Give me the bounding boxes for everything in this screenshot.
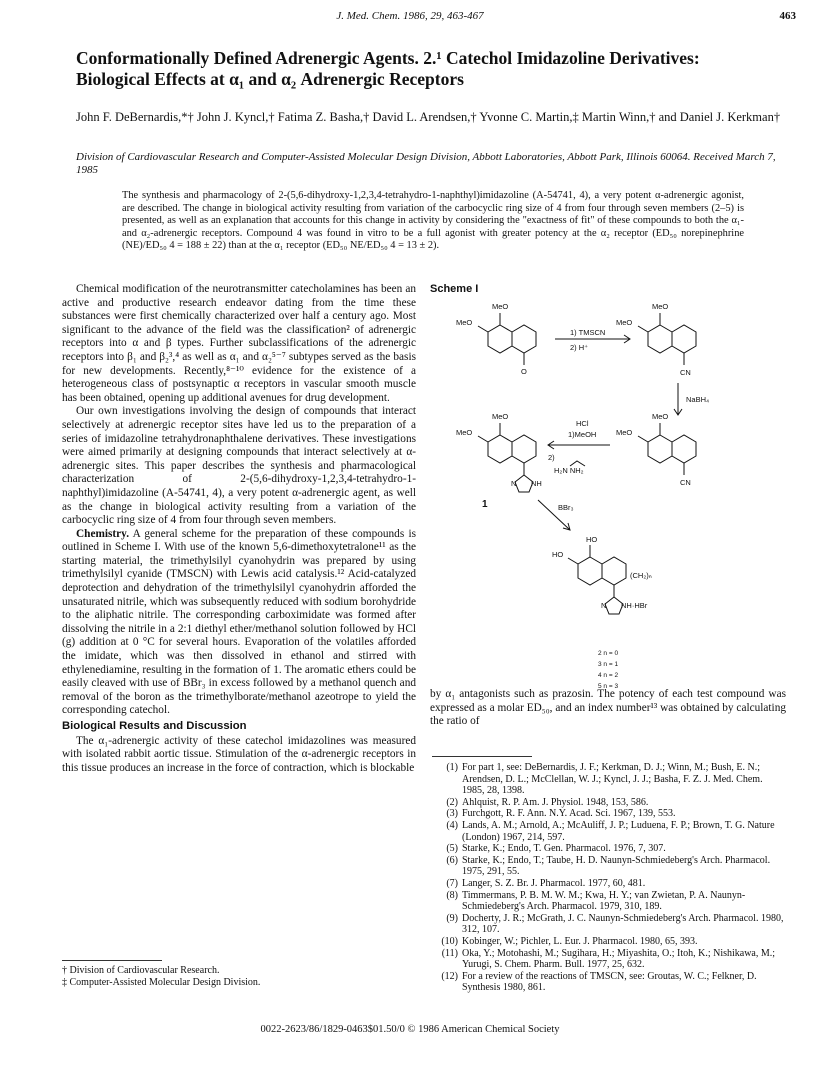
intro-paragraph: Our own investigations involving the design of compounds that interact selectively at adrenergic receptor sites have led us to the preparation of a series of imidazoline tetrahydronaphthalene derivatives. These investigations were aimed primarily at designing compounds that interact selectively at α-adrenergic sites. This paper describes the synthesis and pharmacological characterization of 2-(5,6-dihydroxy-1,2,3,4-tetrahydro-1-naphthyl)imidazoline (A-54741, 4), a very potent α-adrenergic agent, as well as the change in biological activity resulting from a variation of the carbocyclic ring size of 4 from four through seven members. [62,405,416,527]
catechol-imidazoline-molecule [552,535,652,614]
section-heading: Biological Results and Discussion [62,720,247,732]
meo-label: MeO [456,428,473,437]
nitrogen-label: N [601,601,607,610]
reference-item: (6) Starke, K.; Endo, T.; Taube, H. D. Naunyn-Schmiedeberg's Arch. Pharmacol. 1975, 291, 55. [446,854,771,878]
reagent-label: 2) H⁺ [570,343,589,352]
right-column-text: by α₁ antagonists such as prazosin. The potency of each test compound was expressed as a molar ED₅₀, and an index number¹³ was obtained by calculating the ratio of [430,688,786,728]
compound-number: 1 [482,499,488,510]
abstract: The synthesis and pharmacology of 2-(5,6-dihydroxy-1,2,3,4-tetrahydro-1-naphthyl)imidazoline (A-54741, 4), a very potent α-adrenergic agonist, are described. The change in biological activity resulting from variation of the carbocyclic ring size of 4 from four through seven members (2–5) is presented, as well as an explanation that accounts for this change in activity by considering the "exactness of fit" of these compounds to both the α₁- and α₂-adrenergic receptors. Compound 4 was found in vitro to be a full agonist with greater potency at the α₂ receptor (ED₅₀ norepinephrine (NE)/ED₅₀ 4 = 188 ± 22) than at the α₁ receptor (ED₅₀ NE/ED₅₀ 4 = 13 ± 2). [122,190,744,252]
reaction-scheme-diagram [430,295,790,680]
meo-label: MeO [652,302,669,311]
reagent-label: 1) TMSCN [570,328,606,337]
scheme-figure [430,283,790,683]
page-number: 463 [779,10,796,22]
footnotes [62,960,416,989]
nh-hbr-label: NH·HBr [621,601,648,610]
reagent-label: 2) [548,453,555,462]
ring-size-label: (CH₂)ₙ [630,571,652,580]
chemistry-text: A general scheme for the preparation of these compounds is outlined in Scheme I. With use of the known 5,6-dimethoxytetralone¹¹ as the starting material, the trimethylsilyl cyanohydrin was prepared by using trimethylsilyl cyanide (TMSCN) with Lewis acid catalysis.¹² Acid-catalyzed deprotection and dehydration of the trimethylsilyl cyanohydrin afforded the unsaturated nitrile, which was subsequently reduced with sodium borohydride to the aliphatic nitrile. The corresponding carboximidate was formed after dissolving the nitrile in a 2:1 diethyl ether/methanol solution followed by HCl (g) addition at 0 °C for several hours. Evaporation of the volatiles afforded the imidate, which was then dissolved in ethanol and stirred with ethylenediamine, resulting in the formation of 1. The aromatic ethers could be easily cleaved with use of BBr₃ in excess followed by a methanol quench and removal of the boron as the trimethylborate/methanol azeotrope to yield the corresponding catechol. [62,527,416,717]
reaction-arrow [548,419,610,475]
footnote: ‡ Computer-Assisted Molecular Design Division. [62,977,261,988]
reference-item: (10) Kobinger, W.; Pichler, L. Eur. J. Pharmacol. 1980, 65, 393. [441,935,698,947]
reference-item: (5) Starke, K.; Endo, T. Gen. Pharmacol. 1976, 7, 307. [446,843,666,855]
reagent-label: 1)MeOH [568,430,597,439]
meo-label: MeO [492,412,509,421]
reference-item: (1) For part 1, see: DeBernardis, J. F.; Kerkman, D. J.; Winn, M.; Bush, E. N.; Arendsen, D. L.; McClellan, W. J.; Kyncl, J. J.; Basha, F. Z. J. Med. Chem. 1985, 28, 1398. [446,762,763,797]
ho-label: HO [586,535,598,544]
affiliation: Division of Cardiovascular Research and Computer-Assisted Molecular Design Division, Abbott Laboratories, Abbott Park, Illinois 60064. Received March 7, 1985 [76,151,776,176]
reference-item: (2) Ahlquist, R. P. Am. J. Physiol. 1948, 153, 586. [446,796,649,808]
reagent-label: HCl [576,419,589,428]
saturated-nitrile-molecule [616,412,696,487]
reagent-label: NaBH₄ [686,395,710,404]
n-value-row: 5 n = 3 [598,683,619,690]
tetralone-molecule [456,302,536,376]
meo-label: MeO [616,318,633,327]
n-value-row: 2 n = 0 [598,650,619,657]
compound-1-molecule [456,412,542,510]
scheme-title: Scheme I [430,283,479,295]
bio-paragraph: The α₁-adrenergic activity of these catechol imidazolines was measured with isolated rabbit aortic tissue. Stimulation of the α-adrenergic receptors in this tissue produces an increase in the force of contraction, which is blockable [62,734,416,774]
copyright-footer: 0022-2623/86/1829-0463$01.50/0 © 1986 American Chemical Society [260,1024,560,1035]
reaction-arrow [674,383,709,415]
reference-item: (4) Lands, A. M.; Arnold, A.; McAuliff, J. P.; Luduena, F. P.; Brown, T. G. Nature (London) 1967, 214, 597. [446,819,775,843]
compound-n-values [598,648,618,692]
meo-label: MeO [456,318,473,327]
intro-paragraph: Chemical modification of the neurotransmitter catecholamines has been an active and productive research endeavor dating from the time these substances were first chemically characterized over half a century ago. Most significant to the advance of the field was the classification² of adrenergic receptors into α and β types. Further subclassifications of the adrenergic receptors into β₁ and β₂³,⁴ as well as α₁ and α₂⁵⁻⁷ subtypes served as the basis for new developments. Recently,⁸⁻¹⁰ evidence for the existence of a heterogeneous class of postsynaptic α receptors in vascular smooth muscle has been obtained, opening up additional avenues for drug development. [62,283,416,404]
nitrogen-label: N [511,479,517,488]
reagent-label: H₂N NH₂ [554,466,584,475]
reference-item: (9) Docherty, J. R.; McGrath, J. C. Naunyn-Schmiedeberg's Arch. Pharmacol. 1980, 312, 107. [446,912,784,936]
reference-item: (11) Oka, Y.; Motohashi, M.; Sugihara, H.; Miyashita, O.; Itoh, K.; Nishikawa, M.; Yurugi, S. Chem. Pharm. Bull. 1977, 25, 632. [441,947,776,971]
ho-label: HO [552,550,564,559]
references [432,756,786,994]
left-column [62,283,416,775]
reference-item: (7) Langer, S. Z. Br. J. Pharmacol. 1977, 60, 481. [446,877,646,889]
meo-label: MeO [652,412,669,421]
nh-label: NH [531,479,542,488]
reference-item: (3) Furchgott, R. F. Ann. N.Y. Acad. Sci. 1967, 139, 553. [446,808,676,820]
chemistry-paragraph [62,528,416,718]
reaction-arrow [555,328,630,352]
footnote: † Division of Cardiovascular Research. [62,965,220,976]
reaction-arrow [538,500,574,530]
article-title: Conformationally Defined Adrenergic Agents. 2.¹ Catechol Imidazoline Derivatives: Biological Effects at α₁ and α₂ Adrenergic Receptors [76,48,700,89]
cn-label: CN [680,478,691,487]
chemistry-heading: Chemistry. [76,527,130,540]
cn-label: CN [680,368,691,377]
reference-item: (12) For a review of the reactions of TMSCN, see: Groutas, W. C.; Felkner, D. Synthesis 1980, 861. [441,970,757,994]
meo-label: MeO [616,428,633,437]
journal-reference: J. Med. Chem. 1986, 29, 463-467 [336,10,484,22]
reference-divider [432,756,532,757]
footnote-divider [62,960,162,961]
n-value-row: 3 n = 1 [598,661,619,668]
n-value-row: 4 n = 2 [598,672,619,679]
author-list: John F. DeBernardis,*† John J. Kyncl,† Fatima Z. Basha,† David L. Arendsen,† Yvonne C. Martin,‡ Martin Winn,† and Daniel J. Kerkman† [76,110,781,124]
meo-label: MeO [492,302,509,311]
reagent-label: BBr₃ [558,503,574,512]
reference-item: (8) Timmermans, P. B. M. W. M.; Kwa, H. Y.; van Zwietan, P. A. Naunyn-Schmiedeberg's Arch. Pharmacol. 1979, 310, 189. [446,889,746,913]
oxygen-label: O [521,367,527,376]
